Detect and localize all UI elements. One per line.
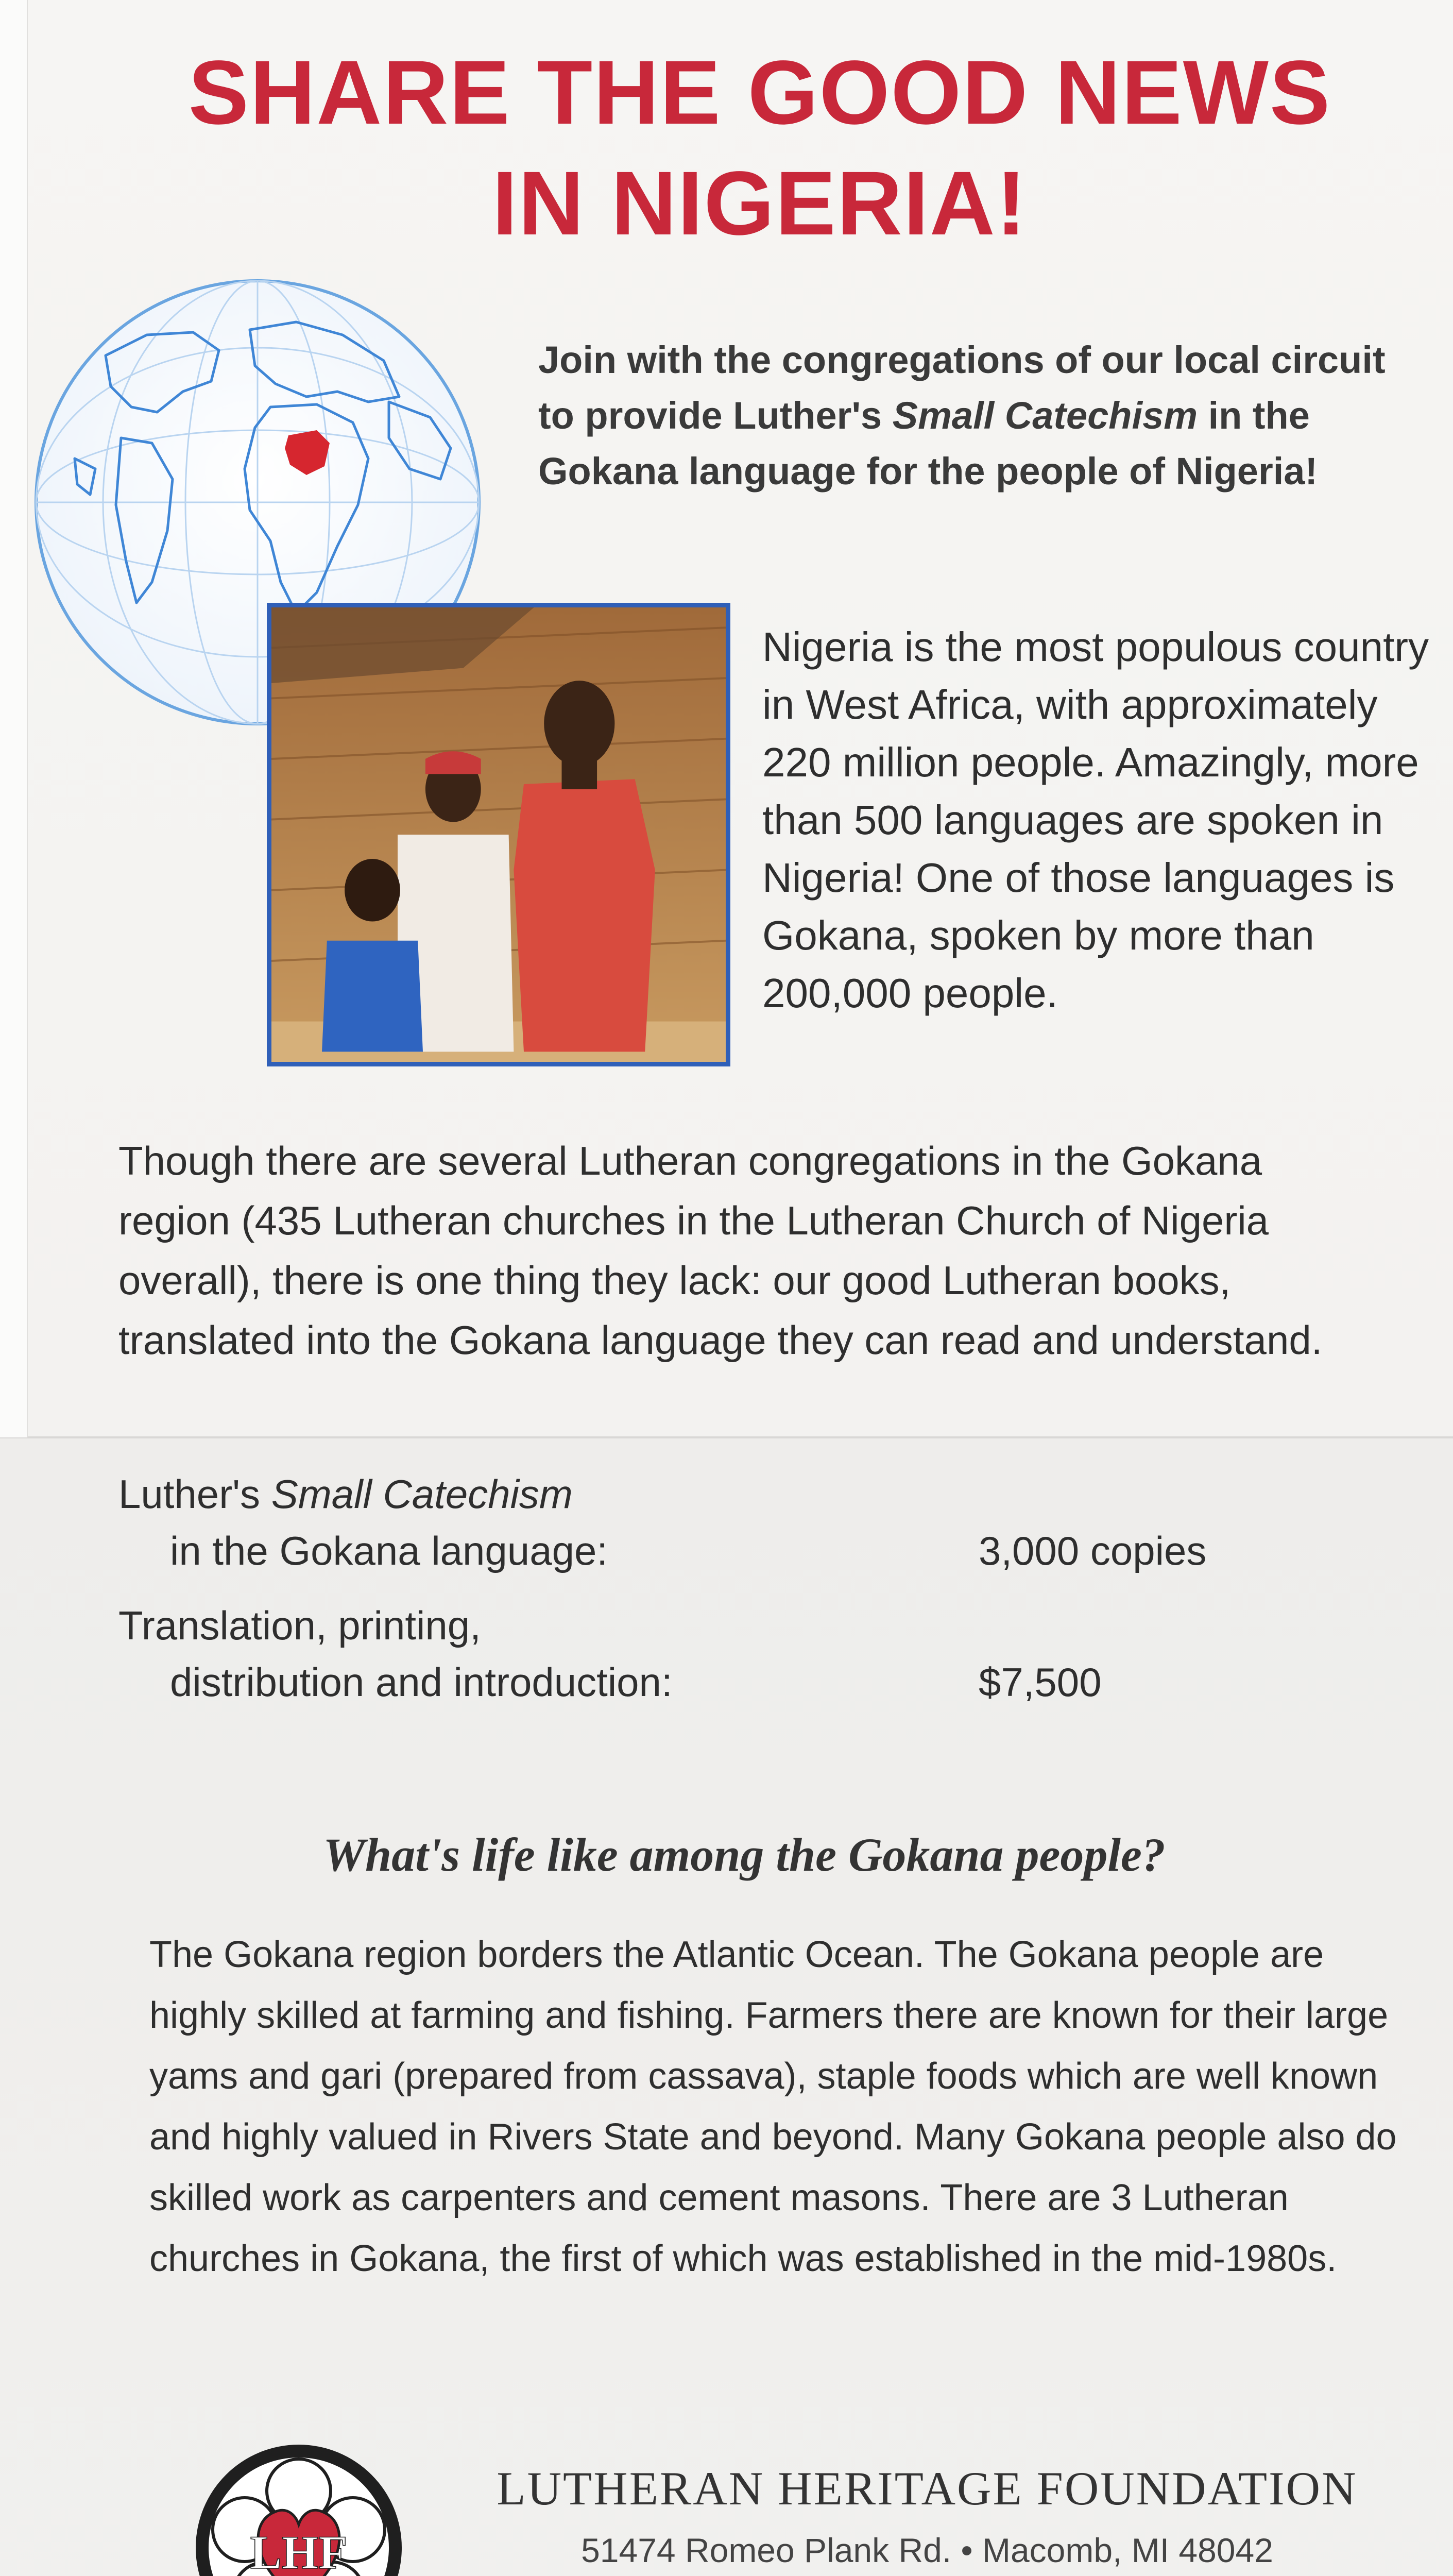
item1-label-line1: Luther's Small Catechism [118,1471,573,1517]
nigeria-facts: Nigeria is the most populous country in West Africa, with approximately 220 million people. Amazingly, more than 500 languages are spoken in Nigeria! One of those languages is Gokana, spoken by more than 200,000 people. [762,624,1429,1016]
photo-nigerian-family [267,603,730,1066]
life-heading: What's life like among the Gokana people? [323,1828,1166,1881]
org-address: 51474 Romeo Plank Rd. • Macomb, MI 48042 [581,2531,1273,2569]
paper-edge [0,0,28,1437]
lhf-rose-logo [191,2439,407,2576]
fold-line [0,1436,1453,1438]
logo-text: LHF [250,2526,348,2576]
headline-line-1: SHARE THE GOOD NEWS [188,42,1331,143]
item2-label-line2: distribution and introduction: [170,1659,673,1705]
item2-label-line1: Translation, printing, [118,1603,481,1648]
congregations-paragraph: Though there are several Lutheran congregations in the Gokana region (435 Lutheran churches in the Lutheran Church of Nigeria overall), there is one thing they lack: our good Lutheran books, translated into the Gokana language they can read and understand. [118,1138,1323,1363]
item1-value: 3,000 copies [979,1528,1207,1573]
headline-line-2: IN NIGERIA! [492,153,1028,254]
intro-text: Join with the congregations of our local circuit to provide Luther's Small Catechism in the Gokana language for the people of Nigeria! [538,338,1386,493]
item1-label-line2: in the Gokana language: [170,1528,608,1573]
life-text: The Gokana region borders the Atlantic Ocean. The Gokana people are highly skilled at farming and fishing. Farmers there are known for their large yams and gari (prepared from cassava), staple foods which are well known and highly valued in Rivers State and beyond. Many Gokana people also do skilled work as carpenters and cement masons. There are 3 Lutheran churches in Gokana, the first of which was established in the mid-1980s. [149,1934,1397,2279]
item2-value: $7,500 [979,1659,1102,1705]
org-name: LUTHERAN HERITAGE FOUNDATION [497,2462,1358,2515]
